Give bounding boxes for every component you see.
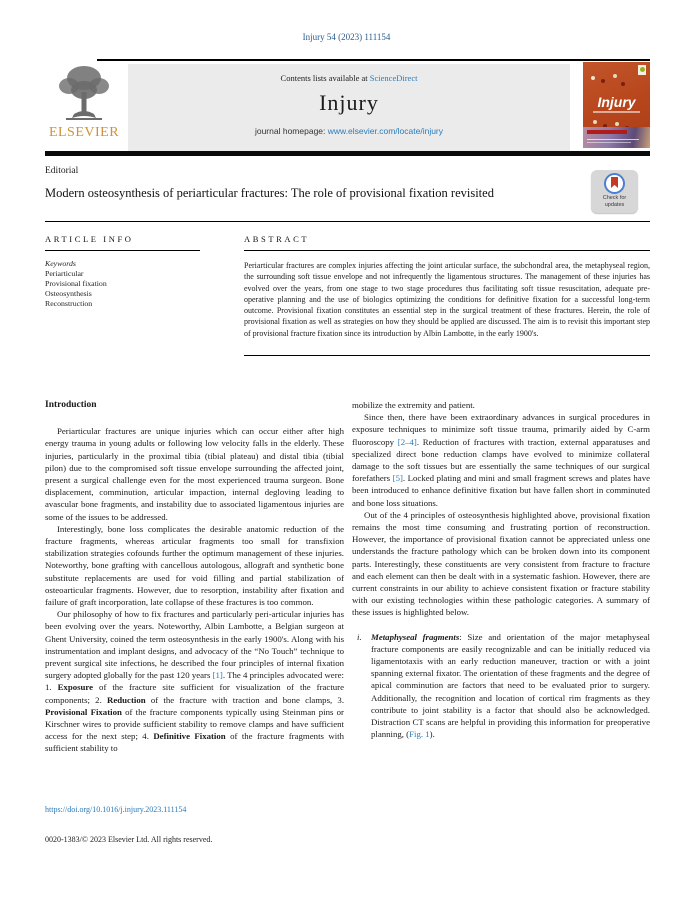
- cover-decoration-dots: [591, 76, 595, 80]
- check-badge-label: Check for updates: [602, 195, 627, 208]
- cover-corner-badge: [638, 65, 646, 75]
- article-category: Editorial: [45, 166, 79, 176]
- cover-bottom-image: [583, 127, 650, 148]
- elsevier-wordmark: ELSEVIER: [48, 125, 120, 140]
- reference-link[interactable]: [1]: [212, 670, 223, 681]
- keywords-label: Keywords: [45, 259, 76, 268]
- homepage-line: journal homepage: www.elsevier.com/locate/injury: [254, 126, 444, 136]
- cover-journal-title: Injury: [597, 94, 636, 110]
- journal-homepage-link[interactable]: www.elsevier.com/locate/injury: [327, 126, 444, 136]
- list-item-marker: i.: [357, 631, 362, 642]
- abstract-top-rule: [244, 250, 650, 251]
- keywords-block: [45, 259, 215, 309]
- check-for-updates-badge[interactable]: [591, 170, 638, 213]
- paragraph: Our philosophy of how to fix fractures and particularly peri-articular injuries has been evolving over the years. Noteworthy, Albin Lambotte, a Belgian surgeon at Ghent University, coined the term osteosynthesis in the early 1900's. Along with his instrumentation and implant designs, and advocacy of the “No Touch” technique to prevent surgical site infections, he described the four principles of internal fixation surgery adopted globally for the past 120 years [1]. The 4 principles advocated were: 1. Exposure of the fracture site sufficient for visualization of the fracture components; 2. Reduction of the fracture with traction and bone clamps, 3. Provisional Fixation of the fracture components typically using Steinman pins or Kirschner wires to provide sufficient stability to remove clamps and have sufficient access for the next step; 4. Definitive Fixation of the fracture fragments with sufficient stability to: [45, 609, 345, 754]
- journal-citation: Injury 54 (2023) 111154: [302, 32, 391, 42]
- abstract-heading: ABSTRACT: [244, 234, 310, 244]
- keyword: Reconstruction: [45, 299, 93, 308]
- keyword: Periarticular: [45, 269, 84, 278]
- crossmark-icon: [604, 173, 625, 194]
- sciencedirect-link[interactable]: ScienceDirect: [369, 73, 418, 83]
- elsevier-tree-icon: [52, 62, 116, 124]
- abstract-bottom-rule: [244, 355, 650, 356]
- body-right-column: [352, 399, 650, 740]
- paragraph: Out of the 4 principles of osteosynthesis highlighted above, provisional fixation remains the most time consuming and frustrating portion of reconstruction. However, the importance of provisional fixation cannot be appreciated unless one understands the fracture pathology which can be broken down into its component parts. Interestingly, these constituents are very consistent from fracture to fracture and each element can then be dealt with in a systematic fashion. However, there are current constraints in our ability to achieve consistent fixation or fracture stability with our existing technologies within these pathologic categories. A summary of these issues is highlighted below.: [352, 509, 650, 618]
- section-heading: Introduction: [45, 400, 97, 410]
- journal-title: Injury: [319, 90, 379, 115]
- list-item-text: Metaphyseal fragments: Size and orientation of the major metaphyseal fracture components are easily recognizable and can be initially reduced via ligamentotaxis with an early reduction maneuver, traction or with a joint spanning external fixator. The orientation of these fragments and the degree of apical comminution are factors that need to be evaluated prior to surgery. Additionally, the recognition and location of cortical rim fragments as they contribute to joint stability is a factor that should also be acknowledged. Distraction CT scans are helpful in providing this information for preoperative planning, (Fig. 1).: [371, 631, 650, 740]
- paragraph: mobilize the extremity and patient.: [352, 400, 475, 410]
- paragraph: Since then, there have been extraordinary advances in surgical procedures in exposure techniques to minimize soft tissue trauma, primarily aided by C-arm fluoroscopy [2–4]. Reduction of fractures with traction, external apparatuses and specialized direct bone reduction clamps have evolved to minimize collateral damage to the soft tissues but are essentially the same techniques of our surgical forefathers [5]. Locked plating and mini and small fragment screws and plates have been introduced to enhance definitive fixation but have fallen short in comminuted and bone loss situations.: [352, 412, 650, 508]
- elsevier-logo: [42, 62, 126, 152]
- doi-url[interactable]: https://doi.org/10.1016/j.injury.2023.111154: [45, 805, 187, 814]
- reference-link[interactable]: Fig. 1: [409, 729, 430, 740]
- reference-link[interactable]: [5]: [392, 473, 403, 484]
- bookmark-icon: [611, 177, 618, 188]
- abstract-text: Periarticular fractures are complex injuries affecting the joint articular surface, the subchondral area, the metaphyseal region, the surrounding soft tissue envelope and not infrequently the ligamentous structures. The management of these injuries has evolved over the years, from one stage to two stage procedures thus facilitating soft tissue resuscitation, adequate pre-operative planning and the use of biologics optimizing the conditions for definitive fixation for a successful long-term outcome. Provisional fixation constitutes an essential step in the surgical treatment of these fractures. Herein, the role of provisional fixation as well as strategies on how they should be applied are discussed. The aim is to revisit this important step of provisional fracture fixation since its introduction by Albin Lambotte, in the early 1900's.: [244, 261, 650, 338]
- journal-banner: [128, 64, 570, 151]
- cover-subtitle-line: [593, 111, 640, 113]
- header-top-rule: [97, 59, 650, 61]
- paper-title: Modern osteosynthesis of periarticular fractures: The role of provisional fixation revisited: [45, 186, 494, 200]
- paragraph: Interestingly, bone loss complicates the desirable anatomic reduction of the fracture fragments, whereas articular fragments too small for transfixion stabilization strategies cofounds further the optimum management of these injuries. Noteworthy, bone grafting with cancellous autologous, allograft and synthetic bone substitute replacements are used for void filling and partial stabilization of osteoarticular fragments. However, due to resorption, instability after fixation and failure of graft incorporation, late collapse of these fractures is too common.: [45, 523, 344, 608]
- list-item: [352, 631, 650, 741]
- paragraph: Periarticular fractures are unique injuries which can occur either after high energy trauma in young adults or following low velocity falls in the elderly. These injuries, particularly in the proximal tibia (tibial plateau) and distal tibia (tibial pilon) due to the compromised soft tissue envelope surrounding the affected joint, present a surgical challenge even for the most experienced trauma surgeon. Bone displacement, comminution, articular impaction, internal degloving leading to avascular bone fragments, and instability due to associated ligamentous injuries are some of the issues to be addressed.: [45, 426, 344, 522]
- title-divider: [45, 221, 650, 222]
- header-bottom-rule: [45, 151, 650, 156]
- reference-link[interactable]: [2–4]: [397, 436, 417, 447]
- body-left-column: [45, 399, 344, 755]
- journal-cover-thumbnail[interactable]: [583, 62, 650, 148]
- cover-red-strip: [587, 130, 627, 134]
- keyword: Osteosynthesis: [45, 289, 92, 298]
- contents-line: Contents lists available at ScienceDirect: [280, 73, 418, 83]
- copyright-line: 0020-1383/© 2023 Elsevier Ltd. All rights reserved.: [45, 835, 213, 844]
- doi-link: [45, 805, 186, 814]
- keyword: Provisional fixation: [45, 279, 107, 288]
- article-info-rule: [45, 250, 200, 251]
- article-info-heading: ARTICLE INFO: [45, 234, 134, 244]
